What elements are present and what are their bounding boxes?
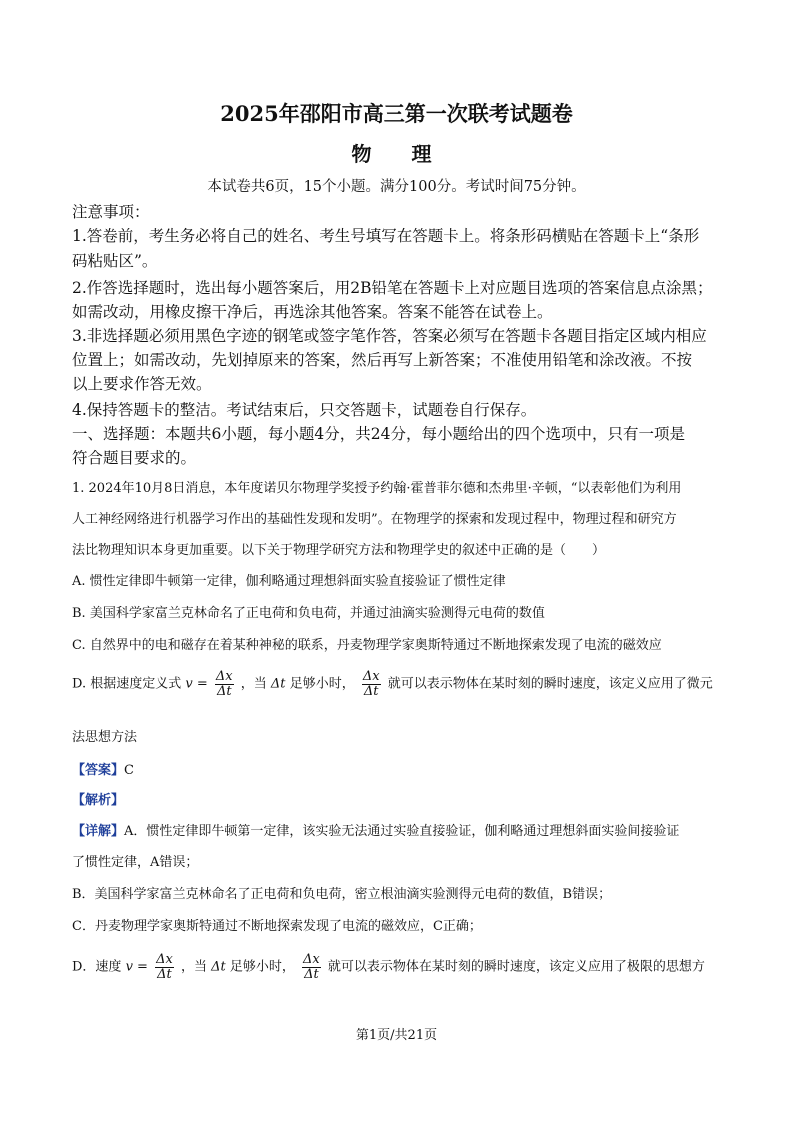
detail-d <box>72 953 705 981</box>
q1-option-d <box>72 670 713 698</box>
note-3-line-2: 位置上；如需改动，先划掉原来的答案，然后再写上新答案；不准使用铅笔和涂改液。不按 <box>72 351 693 369</box>
velocity-fraction <box>215 670 234 698</box>
detail-a-line-2: 了惯性定律，A错误； <box>72 855 199 870</box>
page-footer: 第1页/共21页 <box>355 1028 438 1043</box>
q1-option-d-part-3: 足够小时， <box>289 676 355 692</box>
subject-title: 物 理 <box>351 142 442 166</box>
delta-t-symbol: Δt <box>211 959 226 975</box>
note-3-line-1: 3.非选择题必须用黑色字迹的钢笔或签字笔作答，答案必须写在答题卡各题目指定区域内相应 <box>72 327 707 345</box>
exam-info: 本试卷共6页，15个小题。满分100分。考试时间75分钟。 <box>207 179 586 195</box>
detail-c: C．丹麦物理学家奥斯特通过不断地探索发现了电流的磁效应，C正确； <box>72 919 482 934</box>
note-2-line-1: 2.作答选择题时，选出每小题答案后，用2B铅笔在答题卡上对应题目选项的答案信息点涂黑； <box>72 279 713 297</box>
section-1-line-2: 符合题目要求的。 <box>72 449 197 467</box>
detail-a-text-1: A．惯性定律即牛顿第一定律，该实验无法通过实验直接验证，伽利略通过理想斜面实验间接验证 <box>124 824 680 839</box>
ratio-fraction <box>302 953 321 981</box>
fraction-numerator: Δx <box>303 952 320 967</box>
note-1-line-2: 码粘贴区”。 <box>72 252 158 270</box>
detail-d-part-2: ，当 <box>180 959 207 975</box>
note-3-line-3: 以上要求作答无效。 <box>72 375 212 393</box>
delta-t-symbol: Δt <box>270 676 286 692</box>
q1-stem-line-1: 1. 2024年10月8日消息，本年度诺贝尔物理学奖授予约翰·霍普菲尔德和杰弗里·辛顿，“以表彰他们为利用 <box>72 481 682 496</box>
answer-tag: 【答案】 <box>72 763 125 778</box>
fraction-numerator: Δx <box>215 669 233 684</box>
note-2-line-2: 如需改动，用橡皮擦干净后，再选涂其他答案。答案不能答在试卷上。 <box>72 303 553 321</box>
detail-d-part-4: 就可以表示物体在某时刻的瞬时速度，该定义应用了极限的思想方 <box>327 959 705 975</box>
detail-a-line-1 <box>72 820 679 839</box>
answer-value: C <box>124 763 134 778</box>
q1-option-b: B. 美国科学家富兰克林命名了正电荷和负电荷，并通过油滴实验测得元电荷的数值 <box>72 606 545 621</box>
q1-stem-line-3: 法比物理知识本身更加重要。以下关于物理学研究方法和物理学史的叙述中正确的是（ ） <box>72 543 606 558</box>
detail-tag: 【详解】 <box>72 824 125 839</box>
fraction-numerator: Δx <box>156 952 173 967</box>
section-1-line-1: 一、选择题：本题共6小题，每小题4分，共24分，每小题给出的四个选项中，只有一项是 <box>72 425 685 443</box>
velocity-symbol: v = <box>125 959 148 975</box>
detail-d-part-3: 足够小时， <box>229 959 295 975</box>
fraction-denominator: Δt <box>363 683 379 699</box>
analysis-line <box>72 789 124 808</box>
fraction-denominator: Δt <box>304 966 319 982</box>
q1-option-a: A. 惯性定律即牛顿第一定律，伽利略通过理想斜面实验直接验证了惯性定律 <box>72 574 506 589</box>
exam-title: 2025年邵阳市高三第一次联考试题卷 <box>220 101 573 126</box>
ratio-fraction <box>362 670 381 698</box>
notes-heading: 注意事项： <box>72 203 150 221</box>
fraction-denominator: Δt <box>157 966 172 982</box>
q1-option-d-line-2: 法思想方法 <box>72 730 138 745</box>
q1-option-c: C. 自然界中的电和磁存在着某种神秘的联系，丹麦物理学家奥斯特通过不断地探索发现了电流的磁效应 <box>72 638 662 653</box>
q1-option-d-part-2: ，当 <box>240 676 267 692</box>
note-1-line-1: 1.答卷前，考生务必将自己的姓名、考生号填写在答题卡上。将条形码横贴在答题卡上“条形 <box>72 227 700 245</box>
q1-option-d-part-1: D. 根据速度定义式 <box>72 676 182 692</box>
detail-d-part-1: D．速度 <box>72 959 122 975</box>
detail-b: B．美国科学家富兰克林命名了正电荷和负电荷，密立根油滴实验测得元电荷的数值，B错误； <box>72 887 612 902</box>
note-4-line-1: 4.保持答题卡的整洁。考试结束后，只交答题卡，试题卷自行保存。 <box>72 401 537 419</box>
q1-stem-line-2: 人工神经网络进行机器学习作出的基础性发现和发明”。在物理学的探索和发现过程中，物理过程和研究方 <box>72 512 677 527</box>
answer-line <box>72 759 134 778</box>
velocity-symbol: v = <box>185 676 208 692</box>
q1-option-d-part-4: 就可以表示物体在某时刻的瞬时速度，该定义应用了微元 <box>387 676 713 692</box>
velocity-fraction <box>155 953 174 981</box>
fraction-denominator: Δt <box>216 683 232 699</box>
analysis-tag: 【解析】 <box>72 793 125 808</box>
fraction-numerator: Δx <box>362 669 380 684</box>
